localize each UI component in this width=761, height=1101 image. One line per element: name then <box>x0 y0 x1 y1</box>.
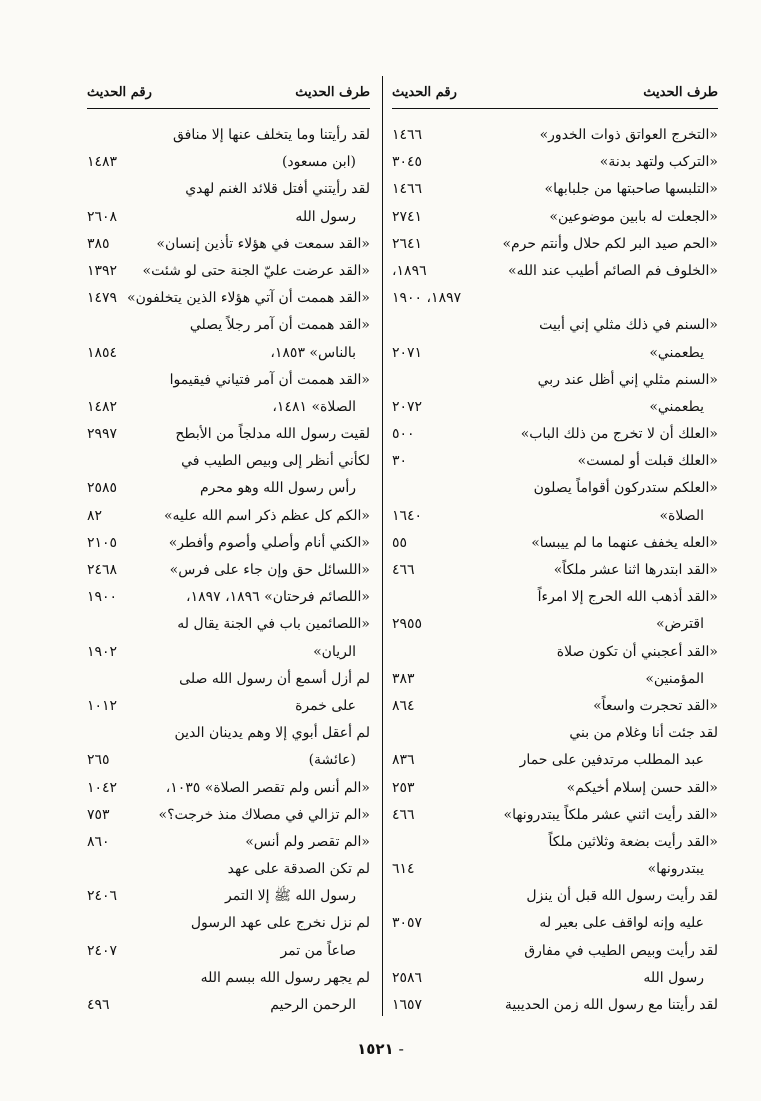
hadith-text: «القد أعجبني أن تكون صلاة <box>556 643 718 660</box>
index-entry <box>87 775 370 802</box>
index-entry <box>87 231 370 258</box>
hadith-text: لكأني أنظر إلى وبيص الطيب في <box>181 453 370 470</box>
index-entry <box>87 285 370 312</box>
index-entry <box>392 557 718 584</box>
index-entry <box>87 666 370 693</box>
hadith-text: «الجعلت له بابين موضوعين» <box>549 208 718 225</box>
index-entry <box>87 910 370 937</box>
hadith-text: «العلك قبلت أو لمست» <box>577 453 718 470</box>
hadith-text: «اللصائم فرحتان» ١٨٩٦، ١٨٩٧، <box>186 589 370 606</box>
hadith-text: «القد رأيت اثني عشر ملكاً يبتدرونها» <box>503 806 718 823</box>
hadith-number: ٨٣٦ <box>392 752 415 769</box>
index-entry <box>87 530 370 557</box>
hadith-number: ٣٨٣ <box>392 670 415 687</box>
hadith-text: لم يجهر رسول الله ببسم الله <box>200 969 370 986</box>
index-entry <box>87 639 370 666</box>
hadith-number: ٢٤٠٧ <box>87 942 118 959</box>
index-entry <box>87 367 370 394</box>
index-entry <box>87 176 370 203</box>
index-entry <box>392 448 718 475</box>
hadith-text: لقد رأيتنا مع رسول الله زمن الحديبية <box>504 997 718 1013</box>
hadith-text: «الخلوف فم الصائم أطيب عند الله» <box>508 262 718 279</box>
hadith-text: «الم تقصر ولم أنس» <box>245 833 370 850</box>
hadith-number: ١٣٩٢ <box>87 262 118 279</box>
index-entry <box>392 149 718 176</box>
hadith-text: بالناس» ١٨٥٣، <box>270 344 356 361</box>
hadith-number: ١٨٩٧، ١٩٠٠ <box>392 290 462 307</box>
hadith-text: لم نزل نخرج على عهد الرسول <box>190 915 370 932</box>
index-entry <box>392 231 718 258</box>
hadith-text: صاعاً من تمر <box>280 942 356 959</box>
hadith-number: ٢٤٠٦ <box>87 888 118 905</box>
hadith-number: ١٤٦٦ <box>392 181 423 198</box>
hadith-number: ٤٦٦ <box>392 806 415 823</box>
index-entry <box>392 258 718 285</box>
hadith-number: ٧٥٣ <box>87 806 110 823</box>
index-entry <box>87 149 370 176</box>
hadith-text: لقد رأيت وبيص الطيب في مفارق <box>524 942 718 959</box>
hadith-text: لقد رأيت رسول الله قبل أن ينزل <box>526 888 718 905</box>
hadith-number: ٢٩٩٧ <box>87 426 118 443</box>
hadith-text: لقيت رسول الله مدلجاً من الأبطح <box>175 426 370 443</box>
index-entry <box>392 856 718 883</box>
hadith-text: الصلاة» <box>659 507 704 524</box>
index-entry <box>87 503 370 530</box>
index-entry <box>87 122 370 149</box>
index-entry <box>87 611 370 638</box>
hadith-number: ١٩٠٠ <box>87 589 118 606</box>
index-entry <box>87 394 370 421</box>
hadith-text: لم تكن الصدقة على عهد <box>227 861 370 878</box>
index-entry <box>392 992 718 1019</box>
hadith-number: ٣٠ <box>392 453 408 470</box>
hadith-number: ١٦٥٧ <box>392 997 423 1013</box>
hadith-number: ١٤٧٩ <box>87 290 118 307</box>
index-entry <box>87 557 370 584</box>
hadith-text: رسول الله ﷺ إلا التمر <box>225 888 356 905</box>
hadith-text: «الم تزالي في مصلاك منذ خرجت؟» <box>158 806 370 823</box>
hadith-text: على خمرة <box>295 697 356 714</box>
index-entry <box>87 992 370 1019</box>
hadith-number: ٣٨٥ <box>87 235 110 252</box>
index-entry <box>87 584 370 611</box>
hadith-text: المؤمنين» <box>645 670 704 687</box>
index-entry <box>392 176 718 203</box>
column-divider <box>382 76 383 1016</box>
hadith-text: عبد المطلب مرتدفين على حمار <box>519 752 704 769</box>
index-entry <box>392 965 718 992</box>
hadith-text: «اللسائل حق وإن جاء على فرس» <box>169 562 370 578</box>
hadith-text: «القد تحجرت واسعاً» <box>593 697 718 714</box>
index-entry <box>392 312 718 339</box>
index-entry <box>392 475 718 502</box>
index-entry <box>392 204 718 231</box>
hadith-text: «اللصائمين باب في الجنة يقال له <box>177 616 370 633</box>
index-entry <box>392 584 718 611</box>
hadith-text: «القد حسن إسلام أخيكم» <box>566 779 718 796</box>
hadith-text: «القد سمعت في هؤلاء تأذين إنسان» <box>156 235 370 252</box>
index-entry <box>87 204 370 231</box>
index-entry <box>87 258 370 285</box>
index-entry <box>392 340 718 367</box>
hadith-number: ٢٥٨٥ <box>87 480 118 497</box>
index-entry <box>87 883 370 910</box>
hadith-number: ٨٢ <box>87 507 103 524</box>
hadith-text: «القد هممت أن آتي هؤلاء الذين يتخلفون» <box>127 290 370 307</box>
index-entry <box>87 693 370 720</box>
index-entry <box>392 802 718 829</box>
hadith-text: «العلكم ستدركون أقواماً يصلون <box>533 480 718 497</box>
hadith-number: ٨٦٠ <box>87 833 110 850</box>
index-entry <box>392 285 718 312</box>
hadith-text: «القد هممت أن آمر فتياني فيقيموا <box>169 371 370 388</box>
hadith-number: ٢٦٤١ <box>392 235 423 252</box>
hadith-text: الرحمن الرحيم <box>270 997 356 1013</box>
index-entry <box>392 503 718 530</box>
hadith-number: ١٤٨٢ <box>87 398 118 415</box>
header-hadith-text: طرف الحديث <box>295 85 370 100</box>
index-entry <box>392 639 718 666</box>
hadith-text: لقد رأيتني أفتل قلائد الغنم لهدي <box>185 181 370 198</box>
right-column <box>392 80 718 1020</box>
index-entry <box>392 883 718 910</box>
hadith-number: ٢٤٦٨ <box>87 562 118 578</box>
left-column-header <box>87 80 370 109</box>
hadith-text: لقد رأيتنا وما يتخلف عنها إلا منافق <box>173 127 370 143</box>
hadith-text: «التخرج العواتق ذوات الخدور» <box>539 127 718 143</box>
hadith-number: ٢٦٥ <box>87 752 110 769</box>
index-entry <box>87 421 370 448</box>
index-entry <box>392 611 718 638</box>
hadith-number: ٢٠٧١ <box>392 344 423 361</box>
right-entries <box>392 122 718 1019</box>
index-entry <box>392 829 718 856</box>
hadith-number: ٢٥٣ <box>392 779 415 796</box>
hadith-text: «الحم صيد البر لكم حلال وأنتم حرم» <box>502 235 718 252</box>
page-number: - ١٥٢١ <box>0 1040 761 1058</box>
hadith-text: «العله يخفف عنهما ما لم ييبسا» <box>531 534 718 551</box>
hadith-text: عليه وإنه لواقف على بعير له <box>539 915 704 932</box>
hadith-number: ٢٧٤١ <box>392 208 423 225</box>
hadith-number: ٢٦٠٨ <box>87 208 118 225</box>
hadith-text: رسول الله <box>295 208 356 225</box>
hadith-text: «الكم كل عظم ذكر اسم الله عليه» <box>163 507 370 524</box>
hadith-number: ٤٦٦ <box>392 562 415 578</box>
index-entry <box>87 856 370 883</box>
index-entry <box>392 775 718 802</box>
index-entry <box>87 340 370 367</box>
index-entry <box>87 938 370 965</box>
hadith-text: «التلبسها صاحبتها من جلبابها» <box>544 181 718 198</box>
hadith-text: «العلك أن لا تخرج من ذلك الباب» <box>520 426 718 443</box>
hadith-text: الريان» <box>313 643 356 660</box>
hadith-text: «السنم في ذلك مثلي إني أبيت <box>539 317 718 334</box>
index-entry <box>392 747 718 774</box>
hadith-number: ١٨٥٤ <box>87 344 118 361</box>
hadith-text: الصلاة» ١٤٨١، <box>272 398 356 415</box>
left-column <box>87 80 370 1020</box>
hadith-number: ١٤٨٣ <box>87 154 118 171</box>
index-entry <box>392 530 718 557</box>
hadith-text: «القد أذهب الله الحرج إلا امرءاً <box>537 589 718 606</box>
index-entry <box>87 448 370 475</box>
index-entry <box>392 720 718 747</box>
index-entry <box>87 802 370 829</box>
hadith-number: ٣٠٤٥ <box>392 154 423 171</box>
index-entry <box>87 747 370 774</box>
index-entry <box>87 965 370 992</box>
hadith-text: «القد رأيت بضعة وثلاثين ملكاً <box>548 833 718 850</box>
hadith-text: لم أعقل أبوي إلا وهم يدينان الدين <box>174 725 370 742</box>
hadith-number: ٢٥٨٦ <box>392 969 423 986</box>
header-hadith-number: رقم الحديث <box>87 85 152 100</box>
hadith-text: لم أزل أسمع أن رسول الله صلى <box>179 670 370 687</box>
hadith-number: ١٠١٢ <box>87 697 118 714</box>
header-hadith-text: طرف الحديث <box>643 85 718 100</box>
hadith-text: «التركب ولتهد بدنة» <box>599 154 718 171</box>
hadith-number: ١٤٦٦ <box>392 127 423 143</box>
hadith-text: «الم أنس ولم تقصر الصلاة» ١٠٣٥، <box>165 779 370 796</box>
hadith-number: ١٠٤٢ <box>87 779 118 796</box>
index-entry <box>392 693 718 720</box>
index-entry <box>392 910 718 937</box>
hadith-number: ٢٩٥٥ <box>392 616 423 633</box>
hadith-number: ١٦٤٠ <box>392 507 423 524</box>
index-entry <box>392 367 718 394</box>
index-entry <box>392 666 718 693</box>
hadith-text: «القد هممت أن آمر رجلاً يصلي <box>189 317 370 334</box>
hadith-number: ٨٦٤ <box>392 697 415 714</box>
index-entry <box>87 829 370 856</box>
index-entry <box>392 938 718 965</box>
hadith-text: «القد عرضت عليّ الجنة حتى لو شئت» <box>142 262 370 279</box>
hadith-text: (ابن مسعود) <box>281 154 356 171</box>
hadith-number: ٤٩٦ <box>87 997 110 1013</box>
hadith-number: ٢٠٧٢ <box>392 398 423 415</box>
hadith-number: ٥٠٠ <box>392 426 415 443</box>
hadith-text: (عائشة) <box>308 752 356 769</box>
hadith-text: لقد جئت أنا وغلام من بني <box>569 725 718 742</box>
index-entry <box>392 122 718 149</box>
hadith-text: اقترض» <box>655 616 704 633</box>
index-entry <box>392 421 718 448</box>
hadith-text: يطعمني» <box>649 344 704 361</box>
hadith-text: «القد ابتدرها اثنا عشر ملكاً» <box>553 562 718 578</box>
index-entry <box>87 312 370 339</box>
hadith-number: ٥٥ <box>392 534 408 551</box>
hadith-text: يبتدرونها» <box>647 861 704 878</box>
index-entry <box>87 720 370 747</box>
hadith-text: رأس رسول الله وهو محرم <box>199 480 356 497</box>
index-entry <box>392 394 718 421</box>
hadith-number: ٦١٤ <box>392 861 415 878</box>
hadith-text: يطعمني» <box>649 398 704 415</box>
index-entry <box>87 475 370 502</box>
hadith-text: «السنم مثلي إني أظل عند ربي <box>537 371 718 388</box>
hadith-number: ١٩٠٢ <box>87 643 118 660</box>
hadith-text: رسول الله <box>643 969 704 986</box>
header-hadith-number: رقم الحديث <box>392 85 457 100</box>
hadith-number: ١٨٩٦، <box>392 262 427 279</box>
hadith-number: ٣٠٥٧ <box>392 915 423 932</box>
hadith-number: ٢١٠٥ <box>87 534 118 551</box>
right-column-header <box>392 80 718 109</box>
left-entries <box>87 122 370 1019</box>
hadith-text: «الكني أنام وأصلي وأصوم وأفطر» <box>168 534 370 551</box>
